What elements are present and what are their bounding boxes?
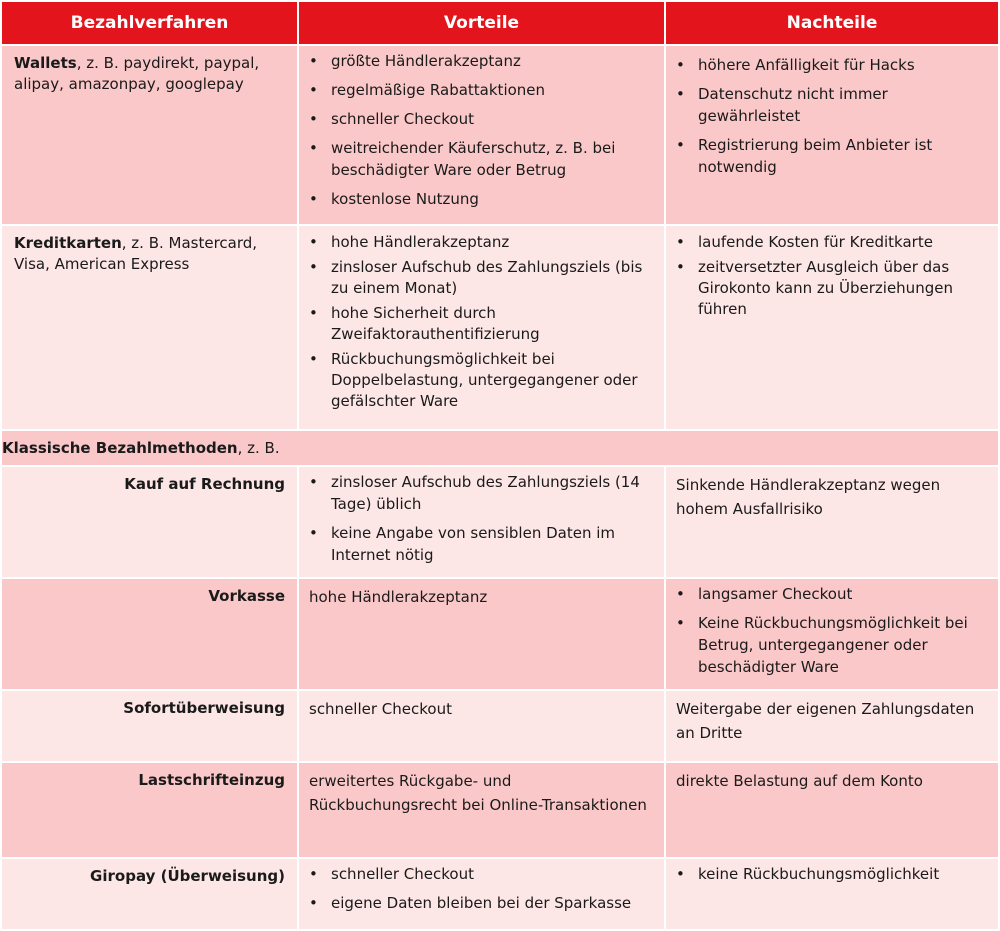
list-item: • Rückbuchungsmöglichkeit bei Doppelbelastung, untergegangener oder gefälschter Ware bbox=[309, 349, 656, 412]
giropay-cons-cell bbox=[665, 858, 999, 930]
row-direct-debit bbox=[1, 762, 999, 858]
invoice-pros-cell bbox=[298, 466, 665, 578]
row-prepayment bbox=[1, 578, 999, 690]
direct-debit-pros-text: erweitertes Rückgabe- und Rückbuchungsrecht bei Online-Transaktionen bbox=[309, 772, 647, 814]
header-pros: Vorteile bbox=[298, 1, 665, 45]
instant-transfer-method-cell bbox=[1, 690, 298, 762]
wallets-cons-cell bbox=[665, 45, 999, 225]
credit-cards-pros-list bbox=[299, 226, 664, 412]
prepayment-cons-cell bbox=[665, 578, 999, 690]
credit-cards-pros-cell bbox=[298, 225, 665, 430]
row-instant-transfer bbox=[1, 690, 999, 762]
classic-section-cell bbox=[1, 430, 999, 466]
list-item: • zeitversetzter Ausgleich über das Girokonto kann zu Überziehungen führen bbox=[676, 257, 990, 320]
direct-debit-name: Lastschrifteinzug bbox=[138, 771, 285, 789]
invoice-cons-text: Sinkende Händlerakzeptanz wegen hohem Ausfallrisiko bbox=[676, 476, 941, 518]
list-item: • zinsloser Aufschub des Zahlungsziels (bis zu einem Monat) bbox=[309, 257, 656, 299]
list-item: • zinsloser Aufschub des Zahlungsziels (14 Tage) üblich bbox=[309, 471, 656, 515]
instant-transfer-pros-cell bbox=[298, 690, 665, 762]
invoice-pros-list bbox=[299, 467, 664, 566]
credit-cards-method-cell bbox=[1, 225, 298, 430]
list-item: • Registrierung beim Anbieter ist notwendig bbox=[676, 134, 990, 178]
row-wallets bbox=[1, 45, 999, 225]
list-item: • regelmäßige Rabattaktionen bbox=[309, 79, 656, 101]
list-item: • keine Angabe von sensiblen Daten im Internet nötig bbox=[309, 522, 656, 566]
wallets-pros-list bbox=[299, 46, 664, 210]
instant-transfer-cons-text: Weitergabe der eigenen Zahlungsdaten an Dritte bbox=[676, 700, 975, 742]
list-item: • größte Händlerakzeptanz bbox=[309, 50, 656, 72]
instant-transfer-cons-cell bbox=[665, 690, 999, 762]
wallets-method-cell bbox=[1, 45, 298, 225]
list-item: • hohe Händlerakzeptanz bbox=[309, 232, 656, 253]
credit-cards-cons-cell bbox=[665, 225, 999, 430]
invoice-cons-cell bbox=[665, 466, 999, 578]
header-cons: Nachteile bbox=[665, 1, 999, 45]
list-item: • laufende Kosten für Kreditkarte bbox=[676, 232, 990, 253]
credit-cards-name: Kreditkarten bbox=[14, 234, 122, 252]
direct-debit-cons-text: direkte Belastung auf dem Konto bbox=[676, 772, 923, 790]
list-item: • höhere Anfälligkeit für Hacks bbox=[676, 54, 990, 76]
list-item: • hohe Sicherheit durch Zweifaktorauthentifizierung bbox=[309, 303, 656, 345]
prepayment-pros-cell bbox=[298, 578, 665, 690]
giropay-method-cell bbox=[1, 858, 298, 930]
list-item: • kostenlose Nutzung bbox=[309, 188, 656, 210]
row-classic-section bbox=[1, 430, 999, 466]
classic-suffix: , z. B. bbox=[237, 439, 280, 457]
list-item: • Keine Rückbuchungsmöglichkeit bei Betrug, untergegangener oder beschädigter Ware bbox=[676, 612, 990, 678]
row-credit-cards bbox=[1, 225, 999, 430]
list-item: • weitreichender Käuferschutz, z. B. bei beschädigter Ware oder Betrug bbox=[309, 137, 656, 181]
row-giropay bbox=[1, 858, 999, 930]
credit-cards-cons-list bbox=[666, 226, 998, 320]
wallets-pros-cell bbox=[298, 45, 665, 225]
instant-transfer-name: Sofortüberweisung bbox=[123, 699, 285, 717]
wallets-examples: , z. B. paydirekt, paypal, alipay, amazonpay, googlepay bbox=[14, 54, 260, 93]
direct-debit-pros-cell bbox=[298, 762, 665, 858]
list-item: • schneller Checkout bbox=[309, 108, 656, 130]
classic-name: Klassische Bezahlmethoden bbox=[2, 439, 238, 457]
instant-transfer-pros-text: schneller Checkout bbox=[309, 700, 452, 718]
list-item: • langsamer Checkout bbox=[676, 583, 990, 605]
wallets-name: Wallets bbox=[14, 54, 77, 72]
header-method: Bezahlverfahren bbox=[1, 1, 298, 45]
giropay-pros-cell bbox=[298, 858, 665, 930]
prepayment-cons-list bbox=[666, 579, 998, 678]
prepayment-method-cell bbox=[1, 578, 298, 690]
credit-cards-examples: , z. B. Mastercard, Visa, American Express bbox=[14, 234, 258, 273]
list-item: • eigene Daten bleiben bei der Sparkasse bbox=[309, 892, 656, 914]
list-item: • schneller Checkout bbox=[309, 863, 656, 885]
prepayment-name: Vorkasse bbox=[208, 587, 285, 605]
giropay-name: Giropay (Überweisung) bbox=[90, 867, 285, 885]
invoice-name: Kauf auf Rechnung bbox=[124, 475, 285, 493]
direct-debit-cons-cell bbox=[665, 762, 999, 858]
direct-debit-method-cell bbox=[1, 762, 298, 858]
giropay-pros-list bbox=[299, 859, 664, 914]
list-item: • keine Rückbuchungsmöglichkeit bbox=[676, 863, 990, 885]
wallets-cons-list bbox=[666, 46, 998, 178]
list-item: • Datenschutz nicht immer gewährleistet bbox=[676, 83, 990, 127]
invoice-method-cell bbox=[1, 466, 298, 578]
prepayment-pros-text: hohe Händlerakzeptanz bbox=[309, 588, 488, 606]
row-invoice bbox=[1, 466, 999, 578]
header-row bbox=[1, 1, 999, 45]
giropay-cons-list bbox=[666, 859, 998, 885]
